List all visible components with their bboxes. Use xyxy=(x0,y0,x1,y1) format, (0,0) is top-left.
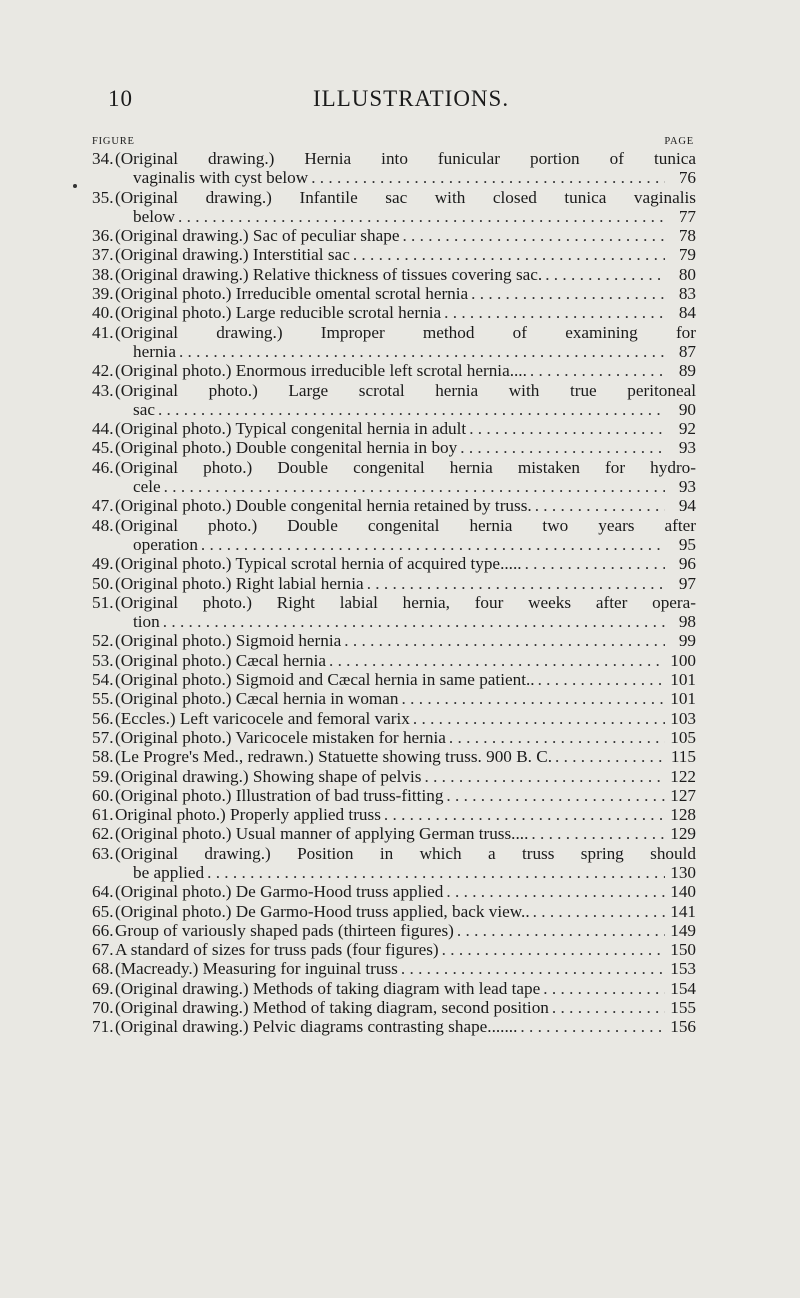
dot-leader xyxy=(311,168,665,187)
page-reference: 103 xyxy=(670,708,696,728)
page-reference: 80 xyxy=(678,264,696,284)
figure-number: 68. xyxy=(92,959,114,979)
figure-number: 38. xyxy=(92,264,114,284)
page-reference: 101 xyxy=(670,689,696,709)
figure-number: 70. xyxy=(92,998,114,1018)
page-reference: 77 xyxy=(678,206,696,226)
list-item xyxy=(92,303,696,322)
figure-number: 63. xyxy=(92,843,114,863)
page-reference: 140 xyxy=(670,882,696,902)
dot-leader xyxy=(402,689,665,708)
figure-caption: hernia xyxy=(133,341,176,361)
dot-leader xyxy=(207,863,665,882)
figure-caption: (Original photo.) Cæcal hernia in woman xyxy=(115,689,399,709)
page-reference: 87 xyxy=(678,341,696,361)
figure-number: 57. xyxy=(92,727,114,747)
figure-caption: sac xyxy=(133,399,155,419)
list-item xyxy=(92,381,696,420)
figure-number: 52. xyxy=(92,631,114,651)
page-reference: 149 xyxy=(670,920,696,940)
dot-leader xyxy=(164,477,665,496)
figure-caption: (Original drawing.) Method of taking diagram, second position xyxy=(115,998,549,1018)
figure-caption: (Original photo.) Typical scrotal hernia of acquired type..... xyxy=(115,554,522,574)
figure-number: 44. xyxy=(92,419,114,439)
page-reference: 150 xyxy=(670,940,696,960)
list-item xyxy=(92,149,696,188)
figure-caption: (Original photo.) Usual manner of applying German truss.... xyxy=(115,824,529,844)
page-reference: 92 xyxy=(678,419,696,439)
list-item xyxy=(92,554,696,573)
page-reference: 155 xyxy=(670,998,696,1018)
figure-caption: (Original drawing.) Showing shape of pelvis xyxy=(115,766,422,786)
list-item xyxy=(92,284,696,303)
page-reference: 78 xyxy=(678,226,696,246)
page-reference: 101 xyxy=(670,670,696,690)
figure-number: 53. xyxy=(92,650,114,670)
figure-caption: (Original photo.) Large scrotal hernia with true peritoneal xyxy=(115,380,696,400)
figure-caption: (Original drawing.) Hernia into funicular portion of tunica xyxy=(115,149,696,168)
dot-leader xyxy=(552,998,665,1017)
figure-caption: (Original photo.) Typical congenital hernia in adult xyxy=(115,419,467,439)
figure-number: 71. xyxy=(92,1017,114,1037)
list-item xyxy=(92,265,696,284)
figure-number: 35. xyxy=(92,187,114,207)
dot-leader xyxy=(329,651,665,670)
dot-leader xyxy=(471,284,665,303)
figure-number: 51. xyxy=(92,592,114,612)
dot-leader xyxy=(344,631,665,650)
figure-number: 47. xyxy=(92,496,114,516)
dot-leader xyxy=(178,207,665,226)
figure-caption: (Original photo.) Cæcal hernia xyxy=(115,650,326,670)
figure-caption: (Original photo.) Varicocele mistaken for hernia xyxy=(115,727,446,747)
figure-number: 56. xyxy=(92,708,114,728)
figure-caption: (Original photo.) Irreducible omental scrotal hernia xyxy=(115,284,469,304)
page-reference: 84 xyxy=(678,303,696,323)
list-item xyxy=(92,689,696,708)
margin-mark xyxy=(73,184,77,188)
page-reference: 93 xyxy=(678,477,696,497)
figure-caption: cele xyxy=(133,477,161,497)
dot-leader xyxy=(442,940,665,959)
list-item xyxy=(92,824,696,843)
list-item xyxy=(92,323,696,362)
page-reference: 96 xyxy=(678,554,696,574)
list-item xyxy=(92,458,696,497)
figure-number: 64. xyxy=(92,882,114,902)
figure-column-heading: FIGURE xyxy=(92,136,135,147)
dot-leader xyxy=(402,226,665,245)
figure-caption: (Original drawing.) Improper method of examining for xyxy=(115,322,696,342)
figure-caption: (Original photo.) De Garmo-Hood truss applied, back view.. xyxy=(115,901,530,921)
dot-leader xyxy=(163,612,665,631)
dot-leader xyxy=(555,747,665,766)
figure-number: 37. xyxy=(92,245,114,265)
figure-caption: (Original drawing.) Pelvic diagrams contrasting shape....... xyxy=(115,1017,518,1037)
list-item xyxy=(92,438,696,457)
list-item xyxy=(92,767,696,786)
list-item xyxy=(92,998,696,1017)
figure-number: 43. xyxy=(92,380,114,400)
list-item xyxy=(92,188,696,227)
page-reference: 154 xyxy=(670,978,696,998)
figure-caption: be applied xyxy=(133,862,205,882)
figure-number: 55. xyxy=(92,689,114,709)
figure-caption: operation xyxy=(133,534,198,554)
page-reference: 99 xyxy=(678,631,696,651)
list-item xyxy=(92,882,696,901)
figure-number: 61. xyxy=(92,805,114,825)
list-item xyxy=(92,844,696,883)
figure-caption: (Original photo.) De Garmo-Hood truss applied xyxy=(115,882,444,902)
page-reference: 89 xyxy=(678,361,696,381)
page-reference: 122 xyxy=(670,766,696,786)
dot-leader xyxy=(538,670,665,689)
dot-leader xyxy=(158,400,665,419)
page-reference: 95 xyxy=(678,534,696,554)
page-reference: 98 xyxy=(678,612,696,632)
figure-caption: (Original photo.) Large reducible scrotal hernia xyxy=(115,303,442,323)
figure-caption: (Original photo.) Double congenital hernia retained by truss. xyxy=(115,496,532,516)
list-item xyxy=(92,593,696,632)
page-reference: 93 xyxy=(678,438,696,458)
page-reference: 130 xyxy=(670,862,696,882)
dot-leader xyxy=(384,805,665,824)
figure-caption: tion xyxy=(133,612,160,632)
page-reference: 94 xyxy=(678,496,696,516)
figure-caption: (Original photo.) Sigmoid hernia xyxy=(115,631,342,651)
list-item xyxy=(92,631,696,650)
dot-leader xyxy=(469,419,665,438)
dot-leader xyxy=(535,496,665,515)
dot-leader xyxy=(367,574,665,593)
page-reference: 153 xyxy=(670,959,696,979)
list-item xyxy=(92,902,696,921)
page-title: ILLUSTRATIONS. xyxy=(313,86,510,111)
list-item xyxy=(92,496,696,515)
figure-caption: (Le Progre's Med., redrawn.) Statuette showing truss. 900 B. C. xyxy=(115,747,553,767)
dot-leader xyxy=(543,979,665,998)
illustrations-list xyxy=(92,149,696,1037)
figure-caption: (Original photo.) Illustration of bad truss-fitting xyxy=(115,785,444,805)
list-item xyxy=(92,728,696,747)
figure-caption: (Original photo.) Double congenital hernia in boy xyxy=(115,438,458,458)
page-reference: 90 xyxy=(678,399,696,419)
dot-leader xyxy=(530,361,665,380)
dot-leader xyxy=(457,921,665,940)
dot-leader xyxy=(531,824,665,843)
page-reference: 76 xyxy=(678,168,696,188)
figure-caption: (Original drawing.) Methods of taking diagram with lead tape xyxy=(115,978,541,998)
list-item xyxy=(92,651,696,670)
list-item xyxy=(92,979,696,998)
page-reference: 83 xyxy=(678,284,696,304)
figure-number: 49. xyxy=(92,554,114,574)
figure-number: 34. xyxy=(92,149,114,168)
page-reference: 156 xyxy=(670,1017,696,1037)
figure-number: 60. xyxy=(92,785,114,805)
figure-caption: (Original photo.) Right labial hernia xyxy=(115,573,364,593)
figure-number: 65. xyxy=(92,901,114,921)
figure-number: 39. xyxy=(92,284,114,304)
figure-number: 50. xyxy=(92,573,114,593)
column-headings xyxy=(92,136,694,150)
figure-caption: (Original drawing.) Interstitial sac xyxy=(115,245,350,265)
figure-caption: A standard of sizes for truss pads (four figures) xyxy=(115,940,439,960)
figure-caption: (Original photo.) Sigmoid and Cæcal hernia in same patient.. xyxy=(115,670,535,690)
dot-leader xyxy=(520,1017,665,1036)
figure-number: 46. xyxy=(92,457,114,477)
dot-leader xyxy=(545,265,665,284)
figure-number: 54. xyxy=(92,670,114,690)
list-item xyxy=(92,709,696,728)
figure-number: 40. xyxy=(92,303,114,323)
figure-caption: (Original photo.) Enormous irreducible left scrotal hernia.... xyxy=(115,361,527,381)
list-item xyxy=(92,245,696,264)
list-item xyxy=(92,805,696,824)
page-column-heading: PAGE xyxy=(664,136,694,147)
dot-leader xyxy=(460,438,665,457)
figure-number: 58. xyxy=(92,747,114,767)
list-item xyxy=(92,361,696,380)
figure-number: 66. xyxy=(92,920,114,940)
figure-number: 48. xyxy=(92,515,114,535)
list-item xyxy=(92,940,696,959)
figure-caption: vaginalis with cyst below xyxy=(133,168,309,188)
list-item xyxy=(92,670,696,689)
list-item xyxy=(92,1017,696,1036)
figure-caption: (Original drawing.) Sac of peculiar shape xyxy=(115,226,400,246)
list-item xyxy=(92,419,696,438)
figure-caption: (Macready.) Measuring for inguinal truss xyxy=(115,959,398,979)
figure-caption: (Original drawing.) Position in which a truss spring should xyxy=(115,843,696,863)
page-reference: 129 xyxy=(670,824,696,844)
list-item xyxy=(92,226,696,245)
dot-leader xyxy=(444,303,665,322)
figure-number: 67. xyxy=(92,940,114,960)
list-item xyxy=(92,574,696,593)
running-head xyxy=(0,86,800,116)
list-item xyxy=(92,747,696,766)
list-item xyxy=(92,921,696,940)
dot-leader xyxy=(449,728,665,747)
figure-number: 69. xyxy=(92,978,114,998)
list-item xyxy=(92,959,696,978)
dot-leader xyxy=(353,245,665,264)
page-reference: 115 xyxy=(670,747,696,767)
figure-number: 59. xyxy=(92,766,114,786)
page-reference: 105 xyxy=(670,727,696,747)
dot-leader xyxy=(424,767,665,786)
dot-leader xyxy=(413,709,665,728)
figure-caption: Original photo.) Properly applied truss xyxy=(115,805,381,825)
figure-caption: (Original drawing.) Relative thickness of tissues covering sac. xyxy=(115,264,543,284)
figure-number: 42. xyxy=(92,361,114,381)
figure-number: 36. xyxy=(92,226,114,246)
dot-leader xyxy=(201,535,665,554)
page-reference: 79 xyxy=(678,245,696,265)
figure-caption: (Original photo.) Double congenital hernia two years after xyxy=(115,515,696,535)
figure-number: 45. xyxy=(92,438,114,458)
figure-number: 62. xyxy=(92,824,114,844)
dot-leader xyxy=(446,786,665,805)
dot-leader xyxy=(525,554,665,573)
figure-number: 41. xyxy=(92,322,114,342)
page-number: 10 xyxy=(108,86,133,111)
figure-caption: Group of variously shaped pads (thirteen figures) xyxy=(115,920,454,940)
page-reference: 97 xyxy=(678,573,696,593)
dot-leader xyxy=(179,342,665,361)
dot-leader xyxy=(533,902,665,921)
page-reference: 100 xyxy=(670,650,696,670)
figure-caption: (Original photo.) Right labial hernia, four weeks after opera- xyxy=(115,592,696,612)
dot-leader xyxy=(446,882,665,901)
list-item xyxy=(92,516,696,555)
dot-leader xyxy=(401,959,665,978)
list-item xyxy=(92,786,696,805)
figure-caption: (Original photo.) Double congenital hernia mistaken for hydro- xyxy=(115,457,696,477)
page-reference: 128 xyxy=(670,805,696,825)
page-reference: 127 xyxy=(670,785,696,805)
page-reference: 141 xyxy=(670,901,696,921)
figure-caption: (Original drawing.) Infantile sac with closed tunica vaginalis xyxy=(115,187,696,207)
figure-caption: below xyxy=(133,206,176,226)
figure-caption: (Eccles.) Left varicocele and femoral varix xyxy=(115,708,410,728)
